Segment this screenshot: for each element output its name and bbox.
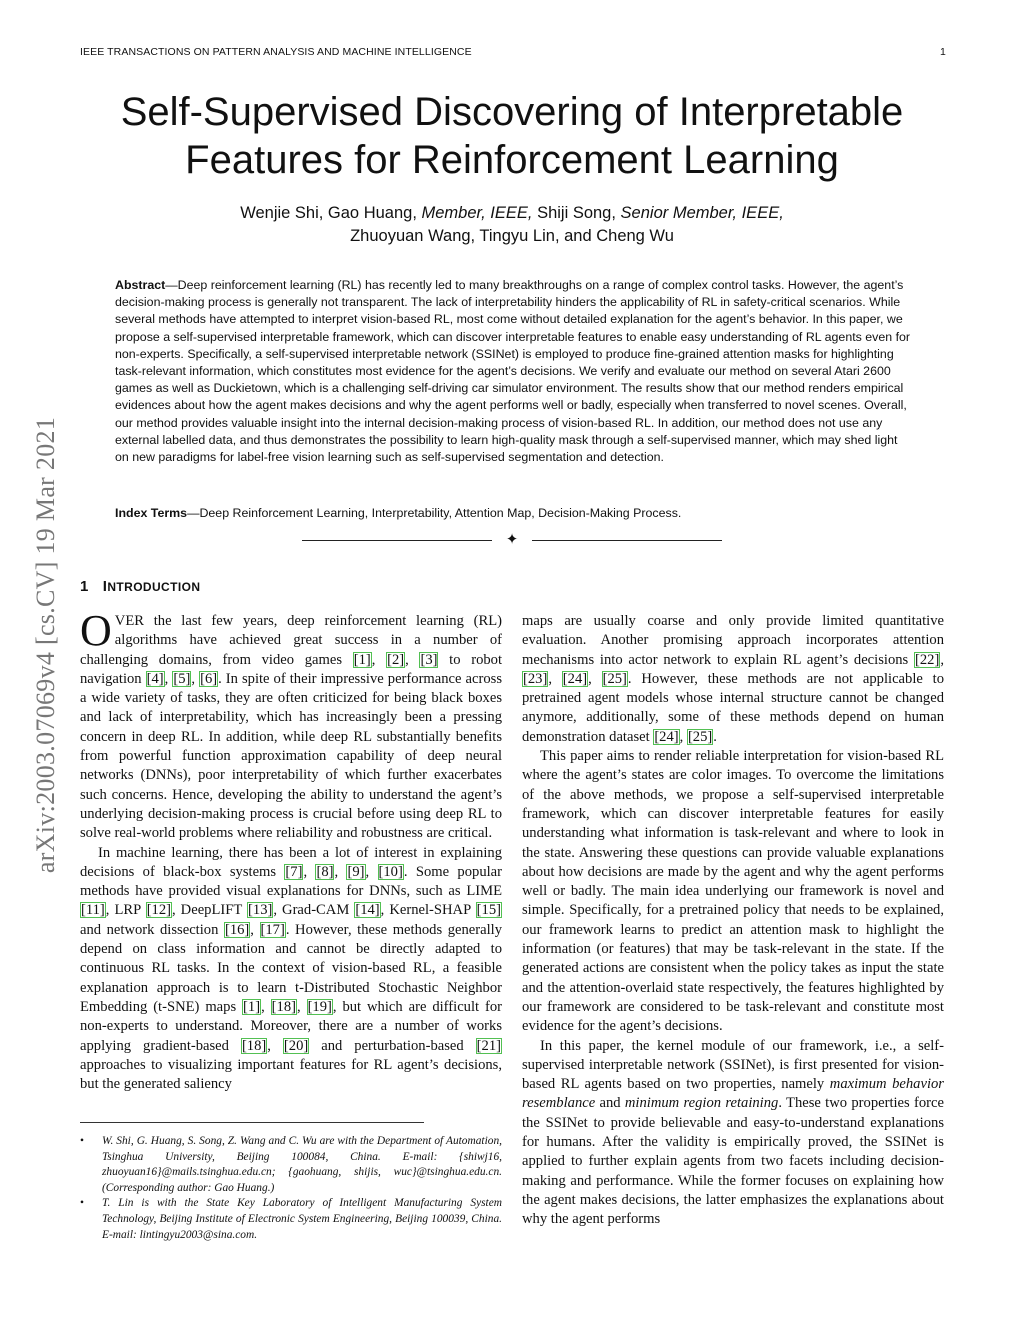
text-run: ,: [371, 651, 387, 668]
author-line-1: [110, 202, 914, 225]
section-number: 1: [80, 578, 89, 595]
text-run: ,: [250, 921, 260, 938]
text-run: .: [713, 728, 717, 745]
paragraph: [80, 612, 502, 844]
text-run: , Kernel-SHAP: [380, 902, 476, 919]
citation-link[interactable]: [12]: [146, 902, 172, 919]
index-terms-text: —Deep Reinforcement Learning, Interpretability, Attention Map, Decision-Making Process.: [187, 506, 682, 520]
citation-link[interactable]: [18]: [241, 1037, 267, 1054]
paragraph: [80, 844, 502, 1095]
footnotes: [80, 1134, 502, 1243]
citation-link[interactable]: [23]: [523, 670, 548, 687]
text-run: to robot navigation: [80, 651, 502, 687]
separator-right: [532, 540, 722, 541]
right-column: [522, 612, 944, 1252]
citation-link[interactable]: [21]: [476, 1037, 501, 1054]
text-run: ,: [588, 670, 602, 687]
abstract-label: Abstract: [115, 278, 166, 292]
text-run: . These two properties force the SSINet to provide believable and easy-to-understand explanations for humans. After the validity is empirically proved, the SSINet is applied to further explain agents from two facets including decision-making and performance. While the former focuses on explaining how the agent makes decisions, the latter emphasizes the explanations about why the agent performs: [522, 1095, 944, 1228]
abstract: [115, 277, 911, 466]
citation-link[interactable]: [9]: [347, 863, 365, 880]
text-run: maps are usually coarse and only provide limited quantitative evaluation. Another promising approach incorporates attention mechanisms into actor network to explain RL agent’s decisions: [522, 613, 944, 668]
citation-link[interactable]: [7]: [285, 863, 303, 880]
citation-link[interactable]: [17]: [260, 921, 285, 938]
arxiv-stamp-text: arXiv:2003.07069v4 [cs.CV] 19 Mar 2021: [31, 416, 60, 874]
running-header: [80, 46, 946, 60]
arxiv-stamp: [26, 350, 66, 940]
text-run: and network dissection: [80, 921, 224, 938]
text-run: ,: [405, 651, 420, 668]
citation-link[interactable]: [14]: [355, 902, 380, 919]
citation-link[interactable]: [8]: [316, 863, 334, 880]
citation-link[interactable]: [25]: [602, 670, 627, 687]
section-title-initial: I: [102, 578, 108, 595]
citation-link[interactable]: [20]: [283, 1037, 309, 1054]
footnote-text: T. Lin is with the State Key Laboratory of Intelligent Manufacturing System Technology, Beijing Institute of Electronic System Engineering, Beijing 100039, China. E-mail: lintingyu2003@sina.com.: [102, 1197, 502, 1241]
text-run: , LRP: [105, 902, 146, 919]
separator-diamond-icon: ✦: [505, 532, 519, 548]
journal-name: IEEE TRANSACTIONS ON PATTERN ANALYSIS AND MACHINE INTELLIGENCE: [80, 46, 472, 58]
text-run: ,: [940, 651, 944, 668]
title-line-1: Self-Supervised Discovering of Interpretable: [120, 90, 904, 134]
paragraph: [522, 1037, 944, 1230]
footnote: [80, 1196, 502, 1243]
text-run: ,: [548, 670, 562, 687]
author-names-1: Wenjie Shi, Gao Huang,: [240, 204, 417, 222]
author-role-2: Senior Member, IEEE,: [620, 204, 784, 222]
citation-link[interactable]: [1]: [243, 998, 261, 1015]
text-run: . In spite of their impressive performance across a wide variety of tasks, they are often criticized for being black boxes and lack of interpretability, which has increasingly been a pressing concern in deep RL. In addition, while deep RL substantially benefits from powerful function approximation capability of deep neural networks (DNNs), poor interpretability of which further exacerbates such concerns. Hence, developing the ability to understand the agent’s underlying decision-making process is crucial before using deep RL to solve real-world problems where reliability and robustness are critical.: [80, 670, 502, 842]
citation-link[interactable]: [18]: [271, 998, 296, 1015]
text-run: ,: [296, 998, 307, 1015]
paragraph: [522, 612, 944, 747]
footnote: [80, 1134, 502, 1196]
text-run: ,: [679, 728, 687, 745]
author-line-2: Zhuoyuan Wang, Tingyu Lin, and Cheng Wu: [350, 227, 674, 245]
citation-link[interactable]: [11]: [81, 902, 105, 919]
left-column: [80, 612, 502, 1118]
citation-link[interactable]: [25]: [687, 728, 713, 745]
index-terms-label: Index Terms: [115, 506, 188, 520]
bullet-icon: •: [80, 1135, 84, 1147]
paper-title: [90, 88, 934, 184]
text-run: In machine learning, there has been a lot of interest in explaining decisions of black-box systems: [80, 844, 502, 880]
citation-link[interactable]: [13]: [248, 902, 273, 919]
citation-link[interactable]: [24]: [654, 728, 679, 745]
citation-link[interactable]: [6]: [200, 670, 218, 687]
citation-link[interactable]: [4]: [146, 670, 164, 687]
citation-link[interactable]: [2]: [387, 651, 405, 668]
footnote-text: W. Shi, G. Huang, S. Song, Z. Wang and C. Wu are with the Department of Automation, Tsinghua University, Beijing 100084, China. E-mail: {shiwj16, zhuoyuan16}@mails.tsinghua.edu.cn; {gaohuang, shijis, wuc}@tsinghua.edu.cn. (Corresponding author: Gao Huang.): [102, 1135, 502, 1194]
citation-link[interactable]: [16]: [224, 921, 250, 938]
text-run: . However, these methods generally depend on class information and cannot be directly adapted to continuous RL tasks. In the context of vision-based RL, a feasible explanation approach is to learn t-Distributed Stochastic Neighbor Embedding (t-SNE) maps: [80, 921, 502, 1015]
text-run: . Some popular methods have provided visual explanations for DNNs, such as LIME: [80, 863, 502, 900]
citation-link[interactable]: [10]: [378, 863, 403, 880]
emphasis: maximum behavior resemblance: [522, 1076, 944, 1112]
text-run: and perturbation-based: [309, 1037, 476, 1054]
citation-link[interactable]: [3]: [420, 651, 438, 668]
citation-link[interactable]: [5]: [173, 670, 191, 687]
text-run: , but which are difficult for non-experts to understand. Moreover, there are a number of works applying gradient-based: [80, 998, 502, 1054]
citation-link[interactable]: [19]: [307, 998, 332, 1015]
section-title-rest: NTRODUCTION: [107, 580, 201, 594]
text-run: , Grad-CAM: [273, 902, 355, 919]
text-run: , DeepLIFT: [172, 902, 248, 919]
lead-word: VER: [114, 613, 144, 629]
text-run: and: [595, 1095, 625, 1112]
paragraph: This paper aims to render reliable interpretation for vision-based RL where the agent’s states are color images. To overcome the limitations of the above methods, we propose a self-supervised interpretable framework, which can discover interpretable features for easily understanding what information is task-relevant and where to look in the state. Answering these questions can provide valuable explanations about how decisions are made by the agent and why the agent performs well or badly. The main idea underlying our framework is novel and simple. Specifically, for a pretrained policy that needs to be explained, our framework learns to predict an attention mask to highlight the information (or features) that may be task-relevant in the state. If the generated actions are consistent when the policy takes as input the state and the attention-overlaid state respectively, the features highlighted by our framework are considered to be task-relevant and constitute most evidence for the agent’s decisions.: [522, 748, 944, 1035]
text-run: ,: [303, 863, 316, 880]
author-list: [110, 202, 914, 248]
abstract-text: —Deep reinforcement learning (RL) has recently led to many breakthroughs on a range of complex control tasks. However, the agent’s decision-making process is generally not transparent. The lack of interpretability hinders the applicability of RL in safety-critical scenarios. While several methods have attempted to interpret vision-based RL, most come without detailed explanation for the agent’s behavior. In this paper, we propose a self-supervised interpretable framework, which can discover interpretable features to enable easy understanding of RL agents even for non-experts. Specifically, a self-supervised interpretable network (SSINet) is employed to produce fine-grained attention masks for highlighting task-relevant information, which constitutes most evidence for the agent’s decisions. We verify and evaluate our method on several Atari 2600 games as well as Duckietown, which is a challenging self-driving car simulator environment. The results show that our method renders empirical evidences about how the agent makes decisions and why the agent performs well or badly, especially when transferred to novel scenes. Overall, our method provides valuable insight into the internal decision-making process of vision-based RL. In addition, our method does not use any external labelled data, and thus demonstrates the possibility to learn high-quality mask through a self-supervised manner, which may shed light on new paradigms for label-free vision learning such as self-supervised segmentation and detection.: [115, 278, 911, 465]
page-number: 1: [940, 46, 946, 58]
drop-cap: O: [80, 612, 112, 655]
text-run: approaches to visualizing important features for RL agent’s decisions, but the generated saliency: [80, 1056, 502, 1093]
emphasis: minimum region retaining: [624, 1095, 779, 1112]
citation-link[interactable]: [22]: [915, 651, 940, 668]
author-role-1: Member, IEEE,: [421, 204, 533, 222]
text-run: ,: [164, 670, 173, 687]
text-run: ,: [191, 670, 200, 687]
separator-left: [302, 540, 492, 541]
text-run: ,: [261, 998, 271, 1015]
bullet-icon: •: [80, 1197, 84, 1210]
author-names-2: Shiji Song,: [537, 204, 616, 222]
footnote-rule: [80, 1122, 424, 1123]
citation-link[interactable]: [24]: [562, 670, 588, 687]
text-run: ,: [267, 1037, 283, 1054]
text-run: ,: [365, 863, 378, 880]
section-heading: [80, 578, 200, 595]
text-run: In this paper, the kernel module of our framework, i.e., a self-supervised interpretable network (SSINet), is first presented for vision-based RL agents based on two properties, namely: [522, 1037, 944, 1093]
text-run: . However, these methods are not applicable to pretrained agent models whose internal structure cannot be changed anymore, additionally, some of these methods depend on human demonstration dataset: [522, 670, 944, 745]
citation-link[interactable]: [15]: [476, 902, 501, 919]
index-terms: [115, 505, 911, 522]
title-line-2: Features for Reinforcement Learning: [185, 138, 839, 182]
text-run: the last few years, deep reinforcement learning (RL) algorithms have achieved great success in a number of challenging domains, from video games: [80, 613, 502, 668]
citation-link[interactable]: [1]: [353, 651, 371, 668]
text-run: ,: [334, 863, 347, 880]
